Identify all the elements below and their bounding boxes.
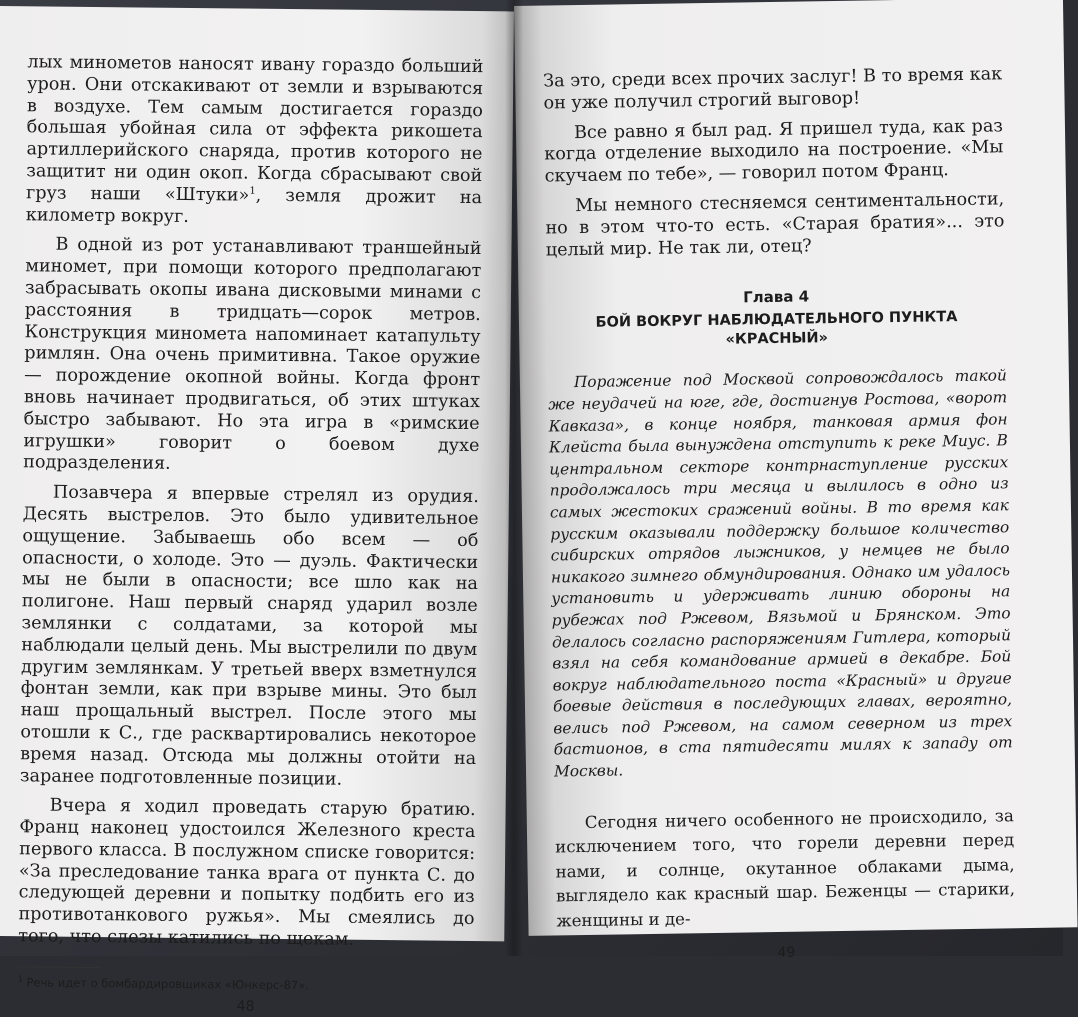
left-paragraph-1-tail: , земля дрожит на километр вокруг. bbox=[25, 185, 483, 227]
right-page-top-text bbox=[543, 64, 1005, 262]
right-paragraph-3: Мы немного стесняемся сентиментальности, но в этом что-то есть. «Старая братия»... это целый мир. Не так ли, отец? bbox=[545, 189, 1005, 261]
footnote-mark: 1 bbox=[17, 974, 23, 984]
left-paragraph-3: Позавчера я впервые стрелял из орудия. Десять выстрелов. Это было удивительное ощущение. Забываешь обо всем — об опасности, о холоде. Это — дуэль. Фактически мы не были в опасности; все шло как на полигоне. Наш первый снаряд ударил возле землянки с солдатами, за которой мы наблюдали целый день. Мы выстрелили по двум другим землянкам. У третьей вверх взметнулся фонтан земли, как при взрыве мины. Это был наш прощальный выстрел. После этого мы отошли к С., где расквартировались некоторое время назад. Отсюда мы должны отойти на заранее подготовленные позиции. bbox=[19, 482, 479, 790]
right-page bbox=[514, 0, 1078, 961]
left-paragraph-2: В одной из рот устанавливают траншейный миномет, при помощи которого предполагают забрасывать окопы ивана дисковыми минами с расстояния в тридцать—сорок метров. Конструкция миномета напоминает катапульту римлян. Она очень примитивна. Такое оружие — порождение окопной войны. Когда фронт вновь начинает продвигаться, об этих штуках быстро забывают. Но эта игра в «римские игрушки» говорит о боевом духе подразделения. bbox=[23, 234, 482, 475]
footnote-divider bbox=[18, 966, 100, 968]
footnote-reference: 1 bbox=[249, 185, 256, 197]
right-body-paragraph: Сегодня ничего особенного не происходило, за исключением того, что горели деревни перед нами, и солнце, окутанное облаками дыма, выглядело как красный шар. Беженцы — старики, женщины и де- bbox=[555, 805, 1016, 931]
footnote-text: Речь идет о бомбардировщиках «Юнкерс-87». bbox=[26, 975, 310, 993]
chapter-label: Глава 4 bbox=[742, 287, 810, 307]
page-number-right: 49 bbox=[777, 944, 796, 961]
right-paragraph-2: Все равно я был рад. Я пришел туда, как раз когда отделение выходило на построение. «Мы скучаем по тебе», — говорил потом Франц. bbox=[544, 115, 1004, 187]
right-page-body bbox=[555, 804, 1016, 934]
chapter-title bbox=[547, 308, 1007, 353]
footnote bbox=[18, 975, 474, 995]
right-paragraph-1: За это, среди всех прочих заслуг! В то время как он уже получил строгий выговор! bbox=[543, 64, 1003, 114]
page-number-left: 48 bbox=[236, 998, 255, 1015]
chapter-intro: Поражение под Москвой сопровождалось такой же неудачей на юге, где, достигнув Ростова, «ворот Кавказа», в конце ноября, танковая армия фон Клейста была вынуждена отступить к реке Миус. В центральном секторе контрнаступление русских продолжалось три месяца и вылилось в одно из самых жестоких сражений войны. В то время как русским оказывали поддержку большое количество сибирских отрядов лыжников, у немцев не было никакого зимнего обмундирования. Однако им удалось установить и удерживать линию обороны на рубежах под Ржевом, Вязьмой и Брянском. Это делалось согласно распоряжениям Гитлера, который взял на себя командование армией в декабре. Бой вокруг наблюдательного поста «Красный» и другие боевые действия в последующих главах, вероятно, велись под Ржевом, на самом северном из трех бастионов, в ста пятидесяти милях к западу от Москвы. bbox=[548, 366, 1013, 781]
left-paragraph-1 bbox=[26, 52, 484, 231]
left-page bbox=[0, 6, 514, 1015]
left-page-text bbox=[18, 52, 483, 953]
chapter-title-line-1: БОЙ ВОКРУГ НАБЛЮДАТЕЛЬНОГО ПУНКТА bbox=[595, 309, 958, 332]
chapter-title-line-2: «КРАСНЫЙ» bbox=[725, 330, 829, 349]
left-paragraph-4: Вчера я ходил проведать старую братию. Франц наконец удостоился Железного креста первого класса. В послужном списке говорится: «За преследование танка врага от пункта С. до следующей деревни и попытку подбить его из противотанкового ружья». Мы смеялись до того, что слезы катились по щекам. bbox=[18, 795, 476, 950]
left-paragraph-1-text: лых минометов наносят ивану гораздо больший урон. Они отскакивают от земли и взрываются в воздухе. Тем самым достигается гораздо большая убойная сила от эффекта рикошета артиллерийского снаряда, против которого не защитит ни один окоп. Когда сбрасывают свой груз наши «Штуки» bbox=[25, 52, 484, 206]
